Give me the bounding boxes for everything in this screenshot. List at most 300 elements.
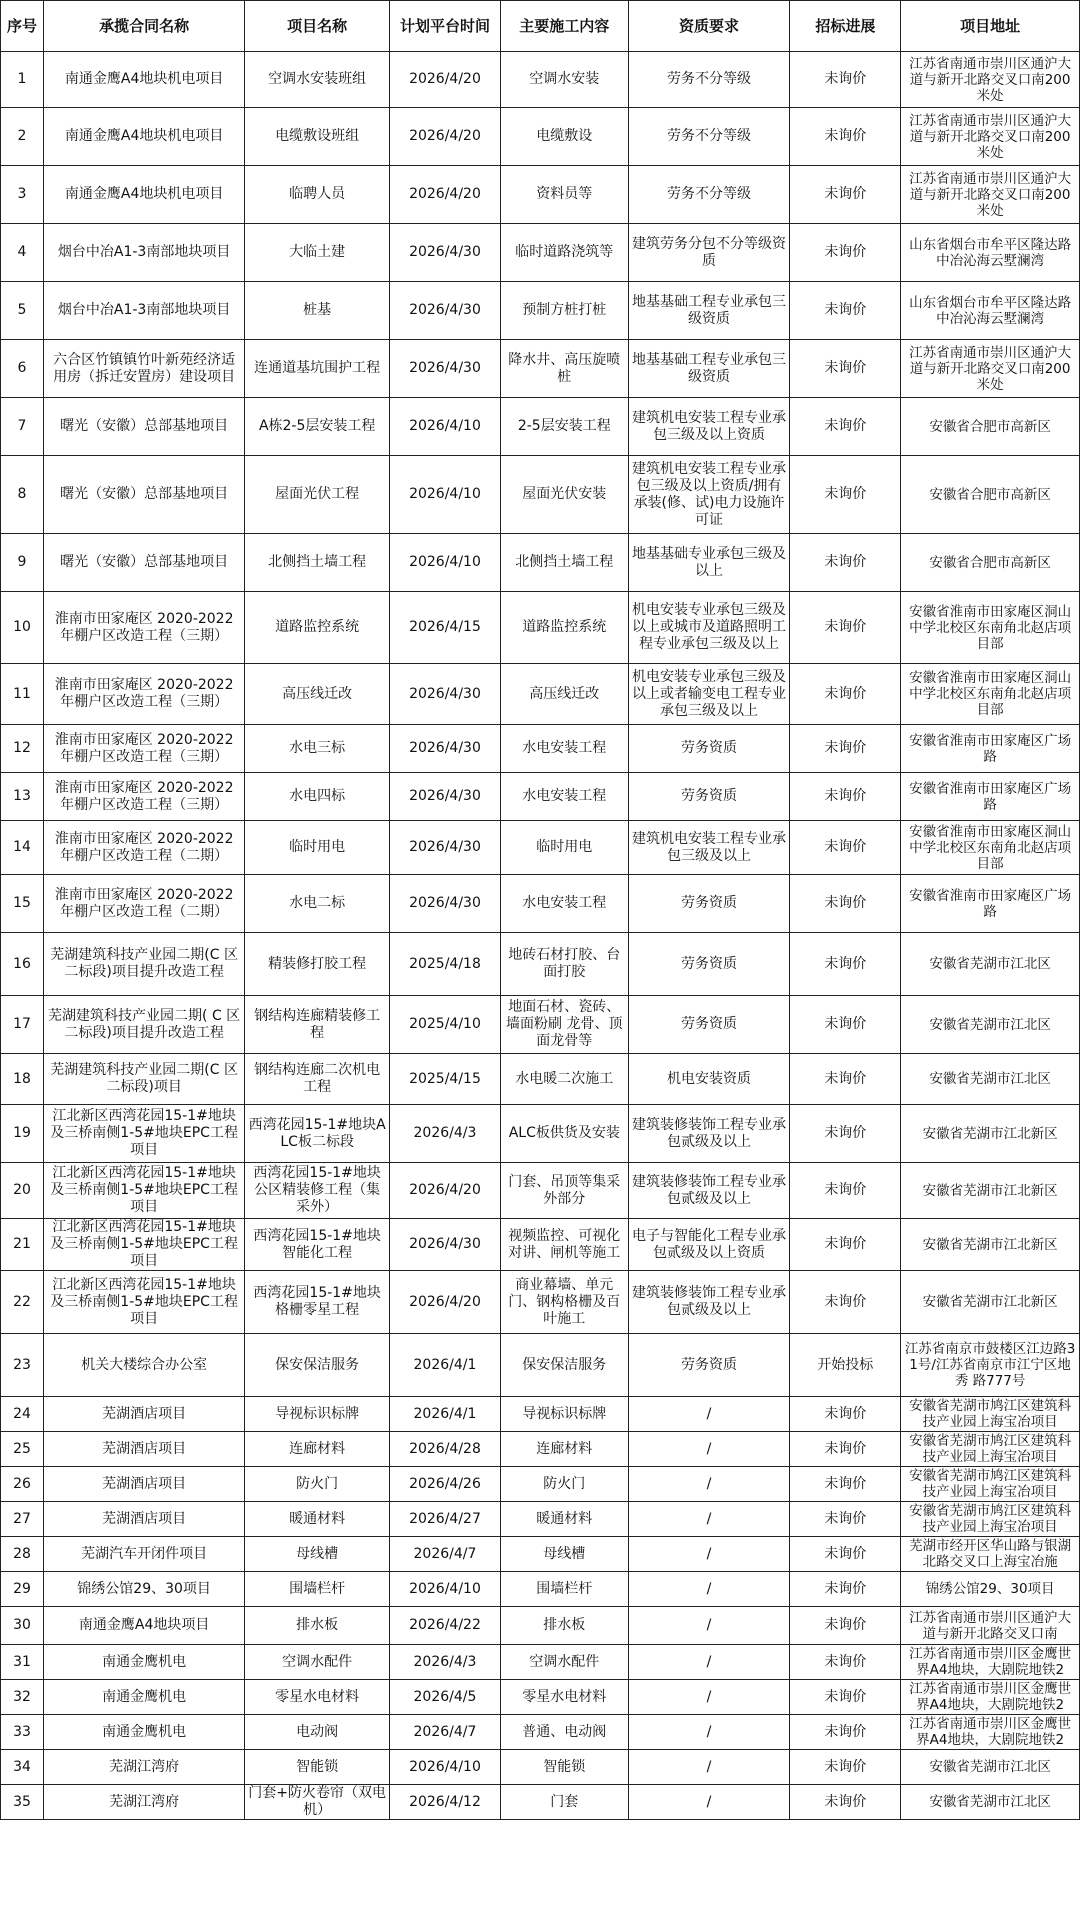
cell-address: 江苏省南通市崇川区金鹰世界A4地块，大剧院地铁2 [901,1680,1080,1715]
cell-qualification: 劳务资质 [628,875,790,933]
cell-project: 空调水配件 [245,1645,390,1680]
cell-progress: 未询价 [790,592,901,664]
cell-address: 安徽省合肥市高新区 [901,398,1080,456]
cell-qualification: / [628,1750,790,1785]
table-row [1,398,1080,456]
cell-address: 安徽省芜湖市江北区 [901,996,1080,1054]
cell-project: 精装修打胶工程 [245,933,390,996]
table-row [1,1054,1080,1105]
cell-progress: 未询价 [790,108,901,166]
table-row [1,534,1080,592]
cell-seq: 32 [1,1680,44,1715]
cell-qualification: 劳务资质 [628,1334,790,1397]
cell-content: 水电安装工程 [500,725,628,773]
cell-progress: 未询价 [790,1785,901,1820]
cell-content: 商业幕墙、单元门、钢构格栅及百叶施工 [500,1271,628,1334]
cell-contract: 芜湖建筑科技产业园二期(C 区二标段)项目提升改造工程 [43,933,244,996]
cell-date: 2026/4/7 [390,1537,501,1572]
cell-date: 2026/4/30 [390,224,501,282]
cell-content: 屋面光伏安装 [500,456,628,534]
header-project: 项目名称 [245,1,390,52]
cell-seq: 30 [1,1607,44,1645]
table-row [1,1397,1080,1432]
table-row [1,224,1080,282]
cell-project: 连通道基坑围护工程 [245,340,390,398]
cell-content: 预制方桩打桩 [500,282,628,340]
cell-qualification: 建筑机电安装工程专业承包三级及以上 [628,821,790,875]
cell-address: 山东省烟台市牟平区隆达路中冶沁海云墅澜湾 [901,282,1080,340]
cell-address: 安徽省芜湖市江北新区 [901,1219,1080,1271]
cell-project: 保安保洁服务 [245,1334,390,1397]
cell-date: 2025/4/10 [390,996,501,1054]
table-row [1,340,1080,398]
table-row [1,1467,1080,1502]
cell-date: 2026/4/20 [390,1271,501,1334]
header-contract: 承揽合同名称 [43,1,244,52]
cell-address: 安徽省芜湖市鸠江区建筑科技产业园上海宝冶项目 [901,1397,1080,1432]
cell-qualification: / [628,1572,790,1607]
cell-qualification: 地基基础工程专业承包三级资质 [628,282,790,340]
table-row [1,1219,1080,1271]
cell-content: 智能锁 [500,1750,628,1785]
cell-contract: 曙光（安徽）总部基地项目 [43,456,244,534]
table-row [1,996,1080,1054]
cell-content: 高压线迁改 [500,664,628,725]
cell-date: 2026/4/30 [390,282,501,340]
cell-project: 暖通材料 [245,1502,390,1537]
cell-content: 围墙栏杆 [500,1572,628,1607]
cell-qualification: 建筑劳务分包不分等级资质 [628,224,790,282]
cell-address: 安徽省芜湖市江北区 [901,1750,1080,1785]
cell-contract: 江北新区西湾花园15-1#地块及三桥南侧1-5#地块EPC工程项目 [43,1271,244,1334]
cell-project: 临聘人员 [245,166,390,224]
cell-contract: 芜湖建筑科技产业园二期( C 区二标段)项目提升改造工程 [43,996,244,1054]
cell-address: 安徽省淮南市田家庵区广场路 [901,875,1080,933]
cell-project: 钢结构连廊二次机电工程 [245,1054,390,1105]
cell-project: 屋面光伏工程 [245,456,390,534]
cell-date: 2026/4/10 [390,1572,501,1607]
cell-project: 电缆敷设班组 [245,108,390,166]
cell-qualification: / [628,1397,790,1432]
cell-seq: 3 [1,166,44,224]
table-row [1,1163,1080,1219]
table-row [1,108,1080,166]
cell-content: 2-5层安装工程 [500,398,628,456]
cell-progress: 未询价 [790,821,901,875]
cell-project: 水电二标 [245,875,390,933]
cell-content: 门套 [500,1785,628,1820]
cell-date: 2026/4/3 [390,1645,501,1680]
cell-seq: 4 [1,224,44,282]
cell-progress: 开始投标 [790,1334,901,1397]
cell-project: 空调水安装班组 [245,52,390,108]
cell-seq: 8 [1,456,44,534]
cell-date: 2026/4/20 [390,108,501,166]
cell-contract: 淮南市田家庵区 2020-2022 年棚户区改造工程（三期） [43,592,244,664]
cell-qualification: 机电安装资质 [628,1054,790,1105]
cell-project: 导视标识标牌 [245,1397,390,1432]
cell-seq: 23 [1,1334,44,1397]
cell-progress: 未询价 [790,1572,901,1607]
cell-progress: 未询价 [790,1397,901,1432]
cell-contract: 淮南市田家庵区 2020-2022 年棚户区改造工程（二期） [43,875,244,933]
cell-seq: 25 [1,1432,44,1467]
header-seq: 序号 [1,1,44,52]
cell-content: 零星水电材料 [500,1680,628,1715]
cell-contract: 南通金鹰机电 [43,1645,244,1680]
cell-date: 2026/4/10 [390,456,501,534]
cell-project: 道路监控系统 [245,592,390,664]
cell-content: 道路监控系统 [500,592,628,664]
cell-progress: 未询价 [790,1467,901,1502]
table-row [1,1334,1080,1397]
cell-project: 门套+防火卷帘（双电机） [245,1785,390,1820]
cell-seq: 11 [1,664,44,725]
cell-progress: 未询价 [790,340,901,398]
cell-content: 导视标识标牌 [500,1397,628,1432]
cell-progress: 未询价 [790,1105,901,1163]
cell-content: 连廊材料 [500,1432,628,1467]
cell-contract: 南通金鹰机电 [43,1680,244,1715]
cell-date: 2026/4/1 [390,1334,501,1397]
cell-address: 安徽省淮南市田家庵区洞山中学北校区东南角北赵店项目部 [901,592,1080,664]
cell-contract: 芜湖酒店项目 [43,1467,244,1502]
table-row [1,1645,1080,1680]
cell-project: 钢结构连廊精装修工程 [245,996,390,1054]
table-row [1,1680,1080,1715]
cell-qualification: 劳务资质 [628,933,790,996]
cell-seq: 18 [1,1054,44,1105]
cell-seq: 20 [1,1163,44,1219]
cell-seq: 35 [1,1785,44,1820]
cell-qualification: 地基基础工程专业承包三级资质 [628,340,790,398]
cell-progress: 未询价 [790,52,901,108]
cell-seq: 22 [1,1271,44,1334]
table-row [1,1750,1080,1785]
table-row [1,1607,1080,1645]
cell-address: 安徽省芜湖市江北区 [901,1785,1080,1820]
cell-contract: 江北新区西湾花园15-1#地块及三桥南侧1-5#地块EPC工程项目 [43,1219,244,1271]
cell-date: 2026/4/30 [390,664,501,725]
cell-project: 母线槽 [245,1537,390,1572]
cell-project: A栋2-5层安装工程 [245,398,390,456]
cell-contract: 江北新区西湾花园15-1#地块及三桥南侧1-5#地块EPC工程项目 [43,1163,244,1219]
cell-seq: 28 [1,1537,44,1572]
cell-address: 江苏省南京市鼓楼区江边路31号/江苏省南京市江宁区地秀 路777号 [901,1334,1080,1397]
cell-contract: 南通金鹰A4地块机电项目 [43,52,244,108]
cell-seq: 34 [1,1750,44,1785]
cell-contract: 江北新区西湾花园15-1#地块及三桥南侧1-5#地块EPC工程项目 [43,1105,244,1163]
cell-content: 空调水安装 [500,52,628,108]
cell-date: 2026/4/20 [390,1163,501,1219]
table-row [1,933,1080,996]
cell-contract: 芜湖酒店项目 [43,1432,244,1467]
cell-progress: 未询价 [790,282,901,340]
cell-qualification: / [628,1785,790,1820]
cell-address: 芜湖市经开区华山路与银湖北路交叉口上海宝冶施 [901,1537,1080,1572]
cell-qualification: 劳务资质 [628,725,790,773]
header-content: 主要施工内容 [500,1,628,52]
cell-content: 暖通材料 [500,1502,628,1537]
cell-address: 江苏省南通市崇川区通沪大道与新开北路交叉口南200米处 [901,108,1080,166]
cell-address: 安徽省芜湖市鸠江区建筑科技产业园上海宝冶项目 [901,1432,1080,1467]
cell-content: 临时道路浇筑等 [500,224,628,282]
cell-date: 2026/4/3 [390,1105,501,1163]
cell-progress: 未询价 [790,1645,901,1680]
cell-project: 零星水电材料 [245,1680,390,1715]
cell-contract: 南通金鹰机电 [43,1715,244,1750]
cell-address: 山东省烟台市牟平区隆达路中冶沁海云墅澜湾 [901,224,1080,282]
cell-contract: 芜湖建筑科技产业园二期(C 区二标段)项目 [43,1054,244,1105]
cell-date: 2026/4/30 [390,875,501,933]
cell-contract: 南通金鹰A4地块项目 [43,1607,244,1645]
cell-address: 安徽省淮南市田家庵区洞山中学北校区东南角北赵店项目部 [901,821,1080,875]
cell-progress: 未询价 [790,1271,901,1334]
cell-qualification: / [628,1502,790,1537]
cell-address: 江苏省南通市崇川区通沪大道与新开北路交叉口南200米处 [901,52,1080,108]
cell-date: 2026/4/12 [390,1785,501,1820]
cell-progress: 未询价 [790,933,901,996]
cell-content: 保安保洁服务 [500,1334,628,1397]
cell-progress: 未询价 [790,1715,901,1750]
cell-seq: 29 [1,1572,44,1607]
table-row [1,1432,1080,1467]
cell-content: 水电安装工程 [500,875,628,933]
cell-progress: 未询价 [790,664,901,725]
cell-seq: 6 [1,340,44,398]
cell-seq: 7 [1,398,44,456]
cell-contract: 淮南市田家庵区 2020-2022 年棚户区改造工程（二期） [43,821,244,875]
cell-qualification: 劳务不分等级 [628,108,790,166]
cell-qualification: / [628,1680,790,1715]
cell-seq: 26 [1,1467,44,1502]
cell-contract: 曙光（安徽）总部基地项目 [43,398,244,456]
cell-qualification: 劳务资质 [628,773,790,821]
cell-date: 2026/4/28 [390,1432,501,1467]
cell-seq: 10 [1,592,44,664]
cell-contract: 芜湖江湾府 [43,1750,244,1785]
table-row [1,282,1080,340]
cell-qualification: / [628,1607,790,1645]
cell-content: 水电暖二次施工 [500,1054,628,1105]
cell-content: 空调水配件 [500,1645,628,1680]
cell-date: 2026/4/10 [390,1750,501,1785]
cell-seq: 12 [1,725,44,773]
cell-seq: 5 [1,282,44,340]
cell-content: 普通、电动阀 [500,1715,628,1750]
cell-contract: 芜湖汽车开闭件项目 [43,1537,244,1572]
cell-project: 大临土建 [245,224,390,282]
cell-progress: 未询价 [790,1054,901,1105]
cell-progress: 未询价 [790,725,901,773]
cell-progress: 未询价 [790,1502,901,1537]
cell-seq: 21 [1,1219,44,1271]
cell-date: 2026/4/1 [390,1397,501,1432]
cell-date: 2026/4/30 [390,1219,501,1271]
cell-contract: 芜湖酒店项目 [43,1502,244,1537]
cell-address: 安徽省芜湖市江北区 [901,933,1080,996]
cell-progress: 未询价 [790,224,901,282]
cell-seq: 9 [1,534,44,592]
cell-seq: 13 [1,773,44,821]
table-row [1,52,1080,108]
cell-project: 排水板 [245,1607,390,1645]
cell-project: 水电三标 [245,725,390,773]
cell-address: 安徽省芜湖市江北新区 [901,1271,1080,1334]
cell-date: 2026/4/15 [390,592,501,664]
table-row [1,664,1080,725]
cell-address: 安徽省芜湖市江北区 [901,1054,1080,1105]
cell-contract: 芜湖江湾府 [43,1785,244,1820]
cell-contract: 芜湖酒店项目 [43,1397,244,1432]
cell-date: 2026/4/7 [390,1715,501,1750]
cell-address: 安徽省淮南市田家庵区洞山中学北校区东南角北赵店项目部 [901,664,1080,725]
cell-date: 2026/4/22 [390,1607,501,1645]
cell-seq: 27 [1,1502,44,1537]
cell-project: 西湾花园15-1#地块公区精装修工程（集采外） [245,1163,390,1219]
cell-contract: 烟台中冶A1-3南部地块项目 [43,282,244,340]
table-body [1,52,1080,1820]
cell-contract: 南通金鹰A4地块机电项目 [43,166,244,224]
cell-project: 桩基 [245,282,390,340]
header-date: 计划平台时间 [390,1,501,52]
cell-content: 地砖石材打胶、台面打胶 [500,933,628,996]
cell-qualification: / [628,1645,790,1680]
cell-qualification: / [628,1467,790,1502]
cell-content: 门套、吊顶等集采外部分 [500,1163,628,1219]
cell-seq: 16 [1,933,44,996]
cell-date: 2026/4/10 [390,398,501,456]
cell-progress: 未询价 [790,1163,901,1219]
cell-progress: 未询价 [790,1607,901,1645]
table-row [1,725,1080,773]
cell-contract: 南通金鹰A4地块机电项目 [43,108,244,166]
cell-contract: 淮南市田家庵区 2020-2022 年棚户区改造工程（三期） [43,725,244,773]
header-row [1,1,1080,52]
table-row [1,592,1080,664]
cell-project: 临时用电 [245,821,390,875]
cell-progress: 未询价 [790,1750,901,1785]
cell-address: 锦绣公馆29、30项目 [901,1572,1080,1607]
header-progress: 招标进展 [790,1,901,52]
cell-date: 2026/4/5 [390,1680,501,1715]
cell-progress: 未询价 [790,1680,901,1715]
cell-content: 排水板 [500,1607,628,1645]
cell-address: 安徽省芜湖市江北新区 [901,1105,1080,1163]
table-row [1,1572,1080,1607]
cell-contract: 锦绣公馆29、30项目 [43,1572,244,1607]
cell-project: 智能锁 [245,1750,390,1785]
cell-qualification: 电子与智能化工程专业承包贰级及以上资质 [628,1219,790,1271]
cell-address: 江苏省南通市崇川区通沪大道与新开北路交叉口南200米处 [901,340,1080,398]
cell-content: 临时用电 [500,821,628,875]
table-row [1,1105,1080,1163]
cell-date: 2026/4/30 [390,821,501,875]
cell-address: 安徽省淮南市田家庵区广场路 [901,773,1080,821]
cell-contract: 曙光（安徽）总部基地项目 [43,534,244,592]
cell-content: 地面石材、瓷砖、墙面粉刷 龙骨、顶面龙骨等 [500,996,628,1054]
cell-address: 安徽省淮南市田家庵区广场路 [901,725,1080,773]
cell-seq: 17 [1,996,44,1054]
cell-contract: 烟台中冶A1-3南部地块项目 [43,224,244,282]
cell-progress: 未询价 [790,166,901,224]
cell-qualification: 建筑机电安装工程专业承包三级及以上资质/拥有承装(修、试)电力设施许可证 [628,456,790,534]
cell-progress: 未询价 [790,996,901,1054]
table-row [1,1785,1080,1820]
table-row [1,821,1080,875]
cell-qualification: 地基基础专业承包三级及以上 [628,534,790,592]
cell-content: 母线槽 [500,1537,628,1572]
cell-date: 2025/4/18 [390,933,501,996]
cell-seq: 31 [1,1645,44,1680]
cell-date: 2026/4/20 [390,52,501,108]
cell-contract: 淮南市田家庵区 2020-2022 年棚户区改造工程（三期） [43,664,244,725]
cell-content: 降水井、高压旋喷桩 [500,340,628,398]
cell-address: 江苏省南通市崇川区金鹰世界A4地块，大剧院地铁2 [901,1715,1080,1750]
cell-date: 2026/4/27 [390,1502,501,1537]
cell-progress: 未询价 [790,773,901,821]
cell-address: 江苏省南通市崇川区通沪大道与新开北路交叉口南200米处 [901,166,1080,224]
cell-progress: 未询价 [790,875,901,933]
cell-qualification: 劳务不分等级 [628,166,790,224]
cell-project: 高压线迁改 [245,664,390,725]
cell-project: 防火门 [245,1467,390,1502]
cell-qualification: / [628,1715,790,1750]
cell-address: 江苏省南通市崇川区金鹰世界A4地块，大剧院地铁2 [901,1645,1080,1680]
cell-content: ALC板供货及安装 [500,1105,628,1163]
cell-project: 连廊材料 [245,1432,390,1467]
cell-qualification: 机电安装专业承包三级及以上或城市及道路照明工程专业承包三级及以上 [628,592,790,664]
cell-progress: 未询价 [790,1219,901,1271]
cell-content: 水电安装工程 [500,773,628,821]
cell-project: 西湾花园15-1#地块智能化工程 [245,1219,390,1271]
cell-qualification: 建筑装修装饰工程专业承包贰级及以上 [628,1271,790,1334]
cell-progress: 未询价 [790,1432,901,1467]
cell-progress: 未询价 [790,398,901,456]
table-row [1,166,1080,224]
cell-qualification: 建筑装修装饰工程专业承包贰级及以上 [628,1105,790,1163]
cell-qualification: / [628,1537,790,1572]
header-qualification: 资质要求 [628,1,790,52]
cell-address: 安徽省芜湖市鸠江区建筑科技产业园上海宝冶项目 [901,1467,1080,1502]
cell-seq: 24 [1,1397,44,1432]
cell-contract: 六合区竹镇镇竹叶新苑经济适用房（拆迁安置房）建设项目 [43,340,244,398]
cell-seq: 1 [1,52,44,108]
cell-qualification: 建筑装修装饰工程专业承包贰级及以上 [628,1163,790,1219]
cell-contract: 淮南市田家庵区 2020-2022 年棚户区改造工程（三期） [43,773,244,821]
cell-progress: 未询价 [790,456,901,534]
cell-address: 安徽省芜湖市鸠江区建筑科技产业园上海宝冶项目 [901,1502,1080,1537]
cell-qualification: 机电安装专业承包三级及以上或者输变电工程专业承包三级及以上 [628,664,790,725]
cell-contract: 机关大楼综合办公室 [43,1334,244,1397]
cell-date: 2026/4/10 [390,534,501,592]
cell-qualification: 劳务资质 [628,996,790,1054]
cell-project: 电动阀 [245,1715,390,1750]
cell-qualification: 劳务不分等级 [628,52,790,108]
cell-date: 2026/4/30 [390,773,501,821]
cell-project: 北侧挡土墙工程 [245,534,390,592]
cell-address: 安徽省合肥市高新区 [901,534,1080,592]
cell-qualification: 建筑机电安装工程专业承包三级及以上资质 [628,398,790,456]
table-row [1,1537,1080,1572]
cell-seq: 19 [1,1105,44,1163]
cell-project: 西湾花园15-1#地块ALC板二标段 [245,1105,390,1163]
cell-address: 安徽省芜湖市江北新区 [901,1163,1080,1219]
table-row [1,456,1080,534]
cell-seq: 2 [1,108,44,166]
table-row [1,1502,1080,1537]
cell-content: 防火门 [500,1467,628,1502]
